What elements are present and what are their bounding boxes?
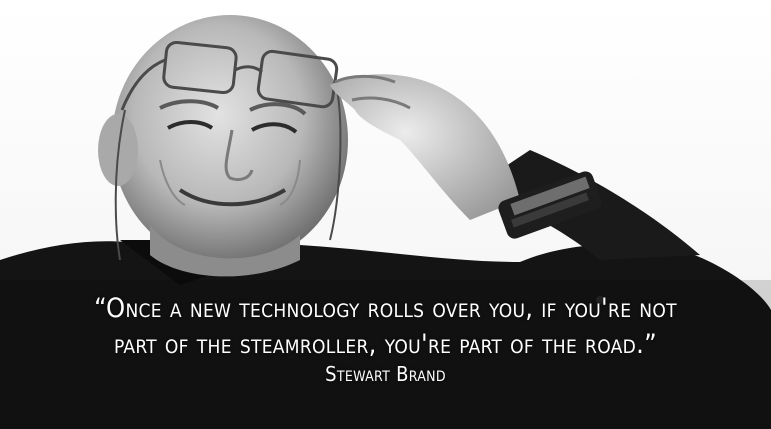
quote-block bbox=[20, 291, 751, 387]
quote-author: Stewart Brand bbox=[325, 362, 446, 386]
quote-line-2: part of the steamroller, you're part of the road.” bbox=[113, 329, 657, 360]
quote-line-1: “Once a new technology rolls over you, if you're not bbox=[94, 293, 677, 324]
